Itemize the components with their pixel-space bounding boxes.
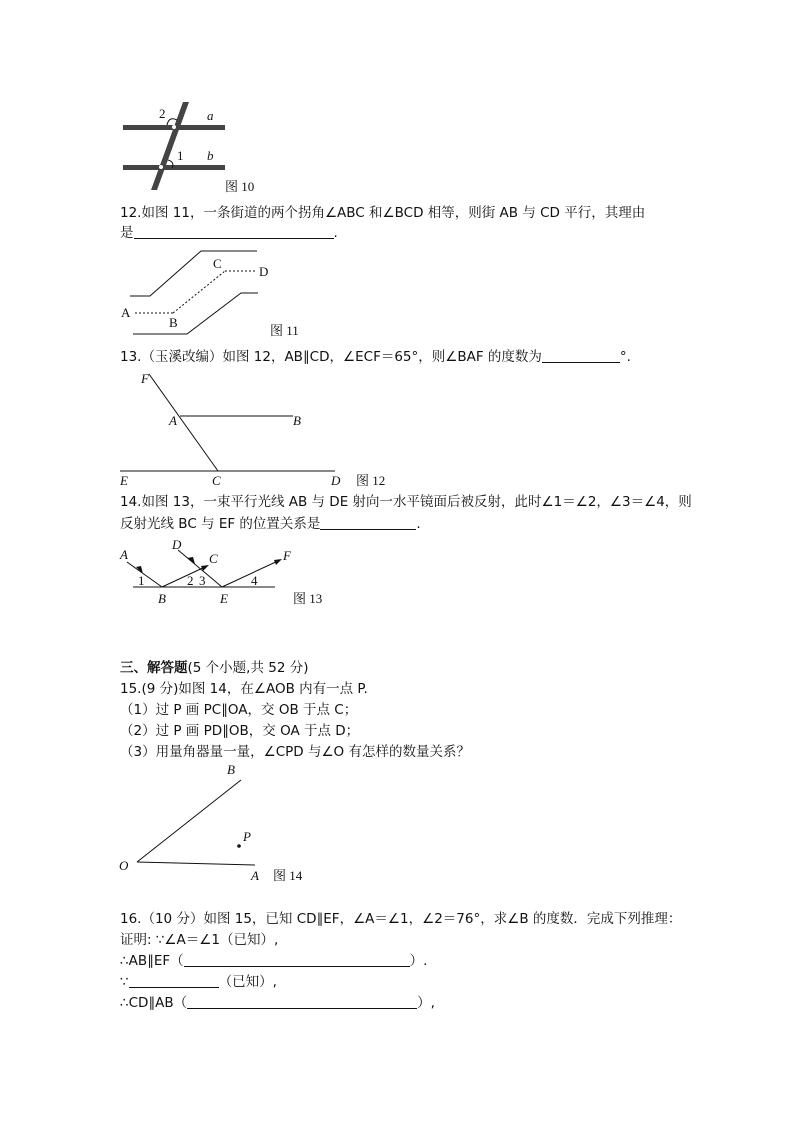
intersection-bottom <box>159 165 163 169</box>
q14-prefix: 反射光线 BC 与 EF 的位置关系是 <box>120 516 321 532</box>
q14-suffix: . <box>416 516 421 532</box>
figure-12 <box>115 366 395 490</box>
q14-line2 <box>120 515 421 533</box>
q16-condition-blank[interactable] <box>129 973 219 988</box>
q16-reason-blank-2[interactable] <box>187 994 417 1009</box>
figure-13 <box>115 536 335 612</box>
q12-prefix: 是 <box>120 225 134 241</box>
q16-line1: 证明: ∵∠A＝∠1（已知）, <box>120 932 279 948</box>
q15-part3: （3）用量角器量一量，∠CPD 与∠O 有怎样的数量关系？ <box>120 744 470 760</box>
q13-suffix: °. <box>619 349 631 365</box>
point-P <box>237 844 241 848</box>
q16-l4-suffix: ）, <box>417 995 435 1011</box>
label-2: 2 <box>159 106 166 121</box>
q15-part1: （1）过 P 画 PC∥OA，交 OB 于点 C； <box>120 702 358 718</box>
q13-answer-blank[interactable] <box>542 348 620 363</box>
q16-l2-suffix: ）. <box>409 953 428 969</box>
q15-stem: 15.(9 分)如图 14，在∠AOB 内有一点 P. <box>120 681 368 697</box>
q12-line2 <box>120 224 338 242</box>
q16-l4-prefix: ∴CD∥AB（ <box>120 995 188 1011</box>
label-B: B <box>293 413 301 428</box>
label-A: A <box>251 868 259 883</box>
q14-line1: 14.如图 13，一束平行光线 AB 与 DE 射向一水平镜面后被反射，此时∠1＝∠2，∠3＝∠4，则 <box>120 494 692 510</box>
label-A: A <box>120 547 128 562</box>
arrow-EF <box>274 559 282 565</box>
fig12-caption: 图 12 <box>356 473 386 488</box>
label-C: C <box>212 473 221 488</box>
label-B: B <box>227 762 235 777</box>
q15-part2: （2）过 P 画 PD∥OB，交 OA 于点 D； <box>120 723 360 739</box>
label-2: 2 <box>187 573 194 588</box>
label-D: D <box>259 264 269 279</box>
line-FC <box>149 374 218 471</box>
intersection-top <box>172 125 176 129</box>
q16-l3-prefix: ∵ <box>120 974 129 990</box>
street-upper <box>130 251 257 296</box>
label-C: C <box>209 551 218 566</box>
label-b: b <box>207 148 214 163</box>
q16-line4 <box>120 994 435 1012</box>
section-heading <box>120 659 308 677</box>
q16-l2-prefix: ∴AB∥EF（ <box>120 953 184 969</box>
q16-line3 <box>120 973 277 991</box>
label-4: 4 <box>251 573 258 588</box>
figure-11 <box>115 246 315 342</box>
label-D: D <box>172 537 182 552</box>
label-C: C <box>213 256 222 271</box>
label-E: E <box>120 473 128 488</box>
section-heading-bold: 三、解答题 <box>120 660 188 676</box>
label-a: a <box>207 108 214 123</box>
label-A: A <box>121 305 131 320</box>
figure-14 <box>115 762 325 888</box>
label-3: 3 <box>199 573 206 588</box>
figure-10 <box>115 98 275 196</box>
fig13-caption: 图 13 <box>293 591 323 606</box>
q13-text: 13.（玉溪改编）如图 12，AB∥CD，∠ECF＝65°，则∠BAF 的度数为 <box>120 349 542 365</box>
line-b <box>123 165 225 170</box>
label-1: 1 <box>138 573 145 588</box>
fig10-caption: 图 10 <box>225 179 255 194</box>
q16-reason-blank-1[interactable] <box>184 952 410 967</box>
q13-line <box>120 348 631 366</box>
transversal <box>151 102 189 190</box>
dashed-BC <box>173 271 225 313</box>
label-B: B <box>169 315 178 330</box>
ray-OA <box>137 862 255 865</box>
label-B: B <box>158 591 166 606</box>
label-P: P <box>243 829 251 844</box>
label-A: A <box>169 413 177 428</box>
ray-AB <box>127 562 162 587</box>
ray-OB <box>137 780 241 862</box>
q12-answer-blank[interactable] <box>134 224 334 239</box>
label-F: F <box>283 548 291 563</box>
q12-line1: 12.如图 11，一条街道的两个拐角∠ABC 和∠BCD 相等，则街 AB 与 CD 平行，其理由 <box>120 205 646 221</box>
q16-line2 <box>120 952 427 970</box>
q16-stem: 16.（10 分）如图 15，已知 CD∥EF，∠A＝∠1，∠2＝76°，求∠B 的度数．完成下列推理： <box>120 911 682 927</box>
arrow-DE <box>187 557 195 564</box>
label-F: F <box>141 371 149 386</box>
label-D: D <box>331 473 341 488</box>
fig14-caption: 图 14 <box>273 868 303 883</box>
label-1: 1 <box>177 148 184 163</box>
q16-l3-suffix: （已知）, <box>218 974 277 990</box>
section-heading-rest: (5 个小题,共 52 分) <box>187 660 309 676</box>
label-E: E <box>220 591 228 606</box>
label-O: O <box>119 858 129 873</box>
q14-answer-blank[interactable] <box>320 515 416 530</box>
fig11-caption: 图 11 <box>270 323 299 338</box>
q12-suffix: . <box>333 225 338 241</box>
